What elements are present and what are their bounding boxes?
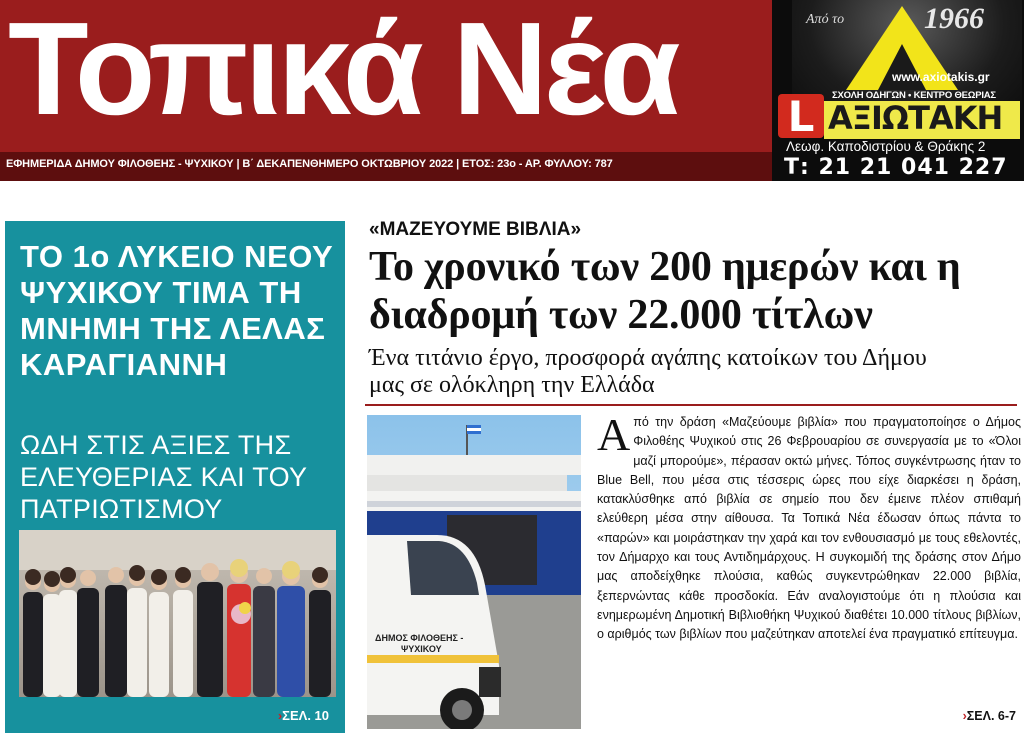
ferry-van-photo	[367, 415, 581, 729]
ad-year: 1966	[924, 2, 984, 35]
ad-url-link[interactable]: www.axiotakis.gr	[892, 70, 990, 84]
side-story-page-ref[interactable]	[278, 708, 329, 723]
main-story-deck: Ένα τιτάνιο έργο, προσφορά αγάπης κατοίκων του Δήμου μας σε ολόκληρη την Ελλάδα	[369, 345, 927, 398]
side-story-subhead: ΩΔΗ ΣΤΙΣ ΑΞΙΕΣ ΤΗΣ ΕΛΕΥΘΕΡΙΑΣ ΚΑΙ ΤΟΥ ΠΑΤΡΙΩΤΙΣΜΟΥ	[20, 430, 307, 524]
main-story-body-text: πό την δράση «Μαζεύουμε βιβλία» που πραγματοποίησε ο Δήμος Φιλοθέης Ψυχικού στις 26 Φεβρουαρίου σε συνεργασία με το «Όλοι μαζί μπορούμε», πέρασαν οκτώ μήνες. Τόπος συγκέντρωσης ήταν το Blue Bell, που μέσα στις τέσσερις ώρες που είχε διαρκέσει η δράση, κατακλύσθηκε από βιβλία σε σημείο που δεν έμεινε πλέον σπιθαμή ελεύθερη μέσα στην αίθουσα. Τα Τοπικά Νέα έδωσαν όπως πάντα το «παρών» και μοιράστηκαν την χαρά και τον ενθουσιασμό με τους εθελοντές, τον Δήμαρχο και τους Αντιδημάρχους. Η συγκομιδή της δράσης στον Δήμο μας αποδείχθηκε πλούσια, καθώς συγκεντρώθηκαν 22.000 βιβλία, ξεπερνώντας κάθε προσδοκία. Εάν αναλογιστούμε ότι η πλούσια και ενημερωμένη Δημοτική Βιβλιοθήκη Ψυχικού διαθέτει 10.000 τίτλους βιβλίων, ο αριθμός των βιβλίων που μαζεύτηκαν αποτελεί ένα πραγματικό επίτευγμα.	[597, 415, 1021, 642]
main-story-kicker: «ΜΑΖΕΥΟΥΜΕ ΒΙΒΛΙΑ»	[369, 219, 582, 240]
driving-school-ad[interactable]	[772, 0, 1024, 181]
learner-plate-icon	[778, 92, 824, 141]
section-divider	[365, 404, 1017, 406]
ad-since-label: Από το	[806, 12, 845, 27]
van-label-line2: ΨΥΧΙΚΟΥ	[401, 644, 442, 654]
ad-address: Λεωφ. Καποδιστρίου & Θράκης 2	[786, 139, 986, 154]
main-story-page-label: ΣΕΛ. 6-7	[966, 709, 1016, 723]
masthead	[0, 0, 772, 181]
side-story-page-label: ΣΕΛ. 10	[282, 708, 329, 723]
van-label-line1: ΔΗΜΟΣ ΦΙΛΟΘΕΗΣ -	[375, 633, 464, 643]
side-story-panel[interactable]	[5, 221, 345, 733]
newspaper-title: Τοπικά Νέα	[8, 0, 677, 142]
ad-phone[interactable]: Τ: 21 21 041 227	[784, 155, 1008, 180]
issue-info: ΕΦΗΜΕΡΙΔΑ ΔΗΜΟΥ ΦΙΛΟΘΕΗΣ - ΨΥΧΙΚΟΥ | Β΄ ΔΕΚΑΠΕΝΘΗΜΕΡΟ ΟΚΤΩΒΡΙΟΥ 2022 | ΕΤΟΣ: 23ο - ΑΡ. ΦΥΛΛΟΥ: 787	[6, 158, 613, 170]
main-story-headline[interactable]: Το χρονικό των 200 ημερών και η διαδρομή των 22.000 τίτλων	[369, 244, 961, 338]
ferry-van-image	[367, 415, 581, 729]
side-story-headline[interactable]: ΤΟ 1ο ΛΥΚΕΙΟ ΝΕΟΥ ΨΥΧΙΚΟΥ ΤΙΜΑ ΤΗ ΜΝΗΜΗ ΤΗΣ ΛΕΛΑΣ ΚΑΡΑΓΙΑΝΝΗ	[20, 239, 334, 382]
group-photo-image	[19, 530, 336, 697]
ad-school-name: ΑΞΙΩΤΑΚΗ	[828, 99, 1003, 137]
main-story-page-ref[interactable]	[963, 709, 1016, 723]
page-arrow-icon: ›	[277, 708, 283, 723]
learner-letter: L	[787, 92, 815, 141]
group-photo	[19, 530, 336, 697]
main-story-body	[597, 409, 1021, 645]
dropcap: Α	[597, 409, 631, 460]
ad-school-type: ΣΧΟΛΗ ΟΔΗΓΩΝ • ΚΕΝΤΡΟ ΘΕΩΡΙΑΣ	[832, 90, 996, 101]
page-arrow-icon: ›	[962, 709, 967, 723]
